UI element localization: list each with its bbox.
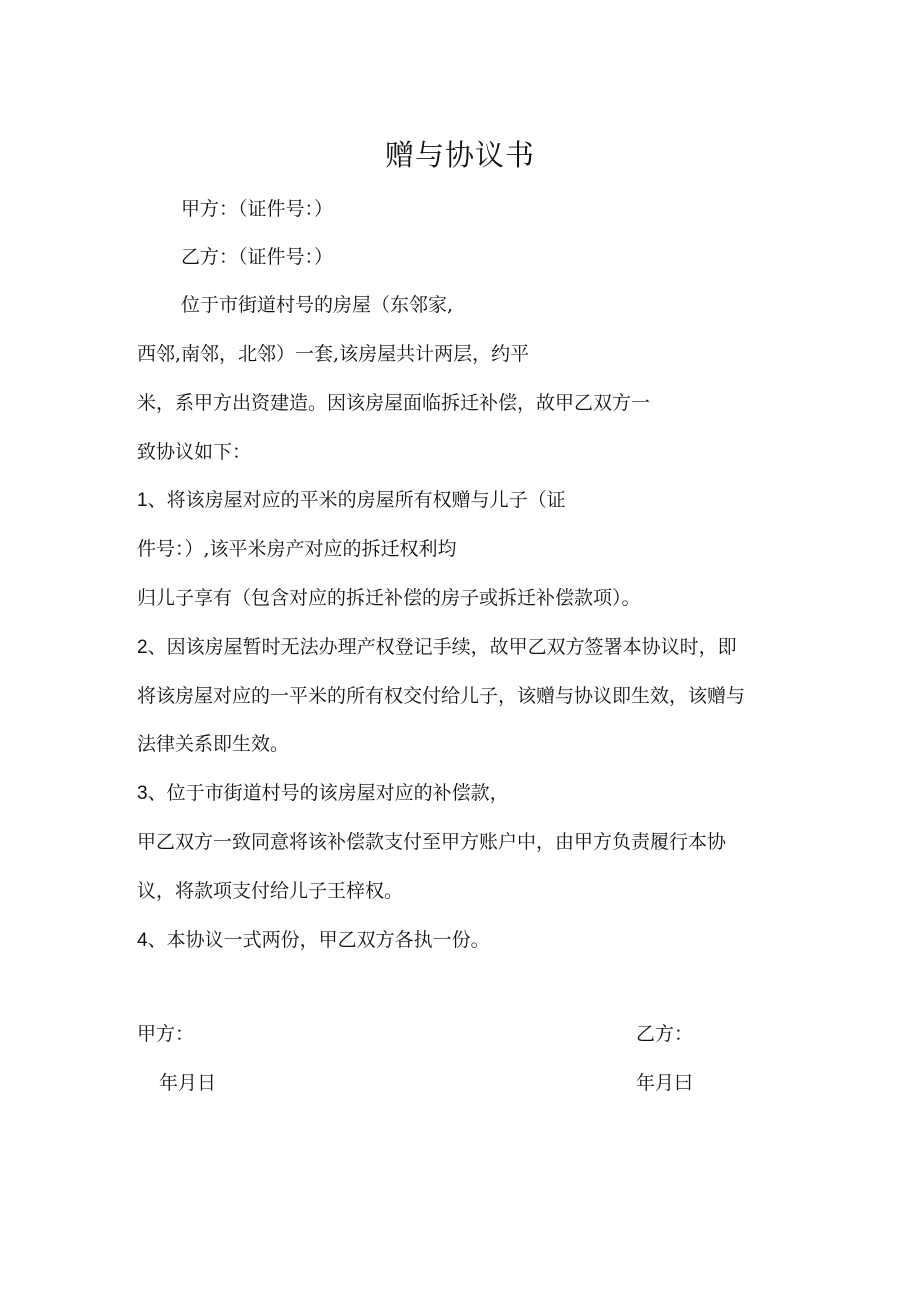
clause-2-line-1 — [137, 633, 737, 662]
clause-3-line-2: 甲乙双方一致同意将该补偿款支付至甲方账户中，由甲方负责履行本协 — [137, 831, 727, 853]
clause-3-line-3: 议，将款项支付给儿子王梓权。 — [137, 880, 404, 902]
clause-2-line-3: 法律关系即生效。 — [137, 733, 290, 755]
intro-line-4: 致协议如下： — [137, 441, 252, 463]
clause-1-line-1 — [137, 486, 566, 515]
intro-line-1: 位于市街道村号的房屋（东邻家, — [181, 294, 454, 316]
clause-3-line-1 — [137, 779, 509, 808]
intro-line-3: 米，系甲方出资建造。因该房屋面临拆迁补偿，故甲乙双方一 — [137, 392, 651, 414]
party-a-id-line: 甲方：（证件号：） — [181, 198, 334, 220]
clause-text: 、本协议一式两份，甲乙双方各执一份。 — [147, 929, 490, 951]
clause-1-line-3: 归儿子享有（包含对应的拆迁补偿的房子或拆迁补偿款项）。 — [137, 587, 641, 609]
party-b-signature-label: 乙方： — [636, 1023, 694, 1045]
party-b-id-line: 乙方：（证件号：） — [181, 246, 334, 268]
clause-1-line-2: 件号：）,该平米房产对应的拆迁权利均 — [137, 538, 457, 560]
clause-number: 4 — [137, 930, 148, 951]
document-title: 赠与协议书 — [384, 138, 535, 172]
party-a-signature-label: 甲方： — [137, 1023, 195, 1045]
clause-2-line-2: 将该房屋对应的一平米的所有权交付给儿子，该赠与协议即生效，该赠与 — [137, 685, 746, 707]
clause-text: 、位于市街道村号的该房屋对应的补偿款， — [147, 782, 509, 804]
party-a-signature-date: 年月日 — [159, 1072, 217, 1094]
clause-4-line-1 — [137, 926, 490, 955]
clause-number: 3 — [137, 783, 148, 804]
clause-text: 、将该房屋对应的平米的房屋所有权赠与儿子（证 — [147, 489, 566, 511]
clause-number: 1 — [137, 490, 148, 511]
clause-number: 2 — [137, 637, 148, 658]
clause-text: 、因该房屋暂时无法办理产权登记手续，故甲乙双方签署本协议时，即 — [147, 636, 737, 658]
intro-line-2: 西邻,南邻，北邻）一套,该房屋共计两层，约平 — [137, 343, 530, 365]
party-b-signature-date: 年月曰 — [636, 1072, 694, 1094]
